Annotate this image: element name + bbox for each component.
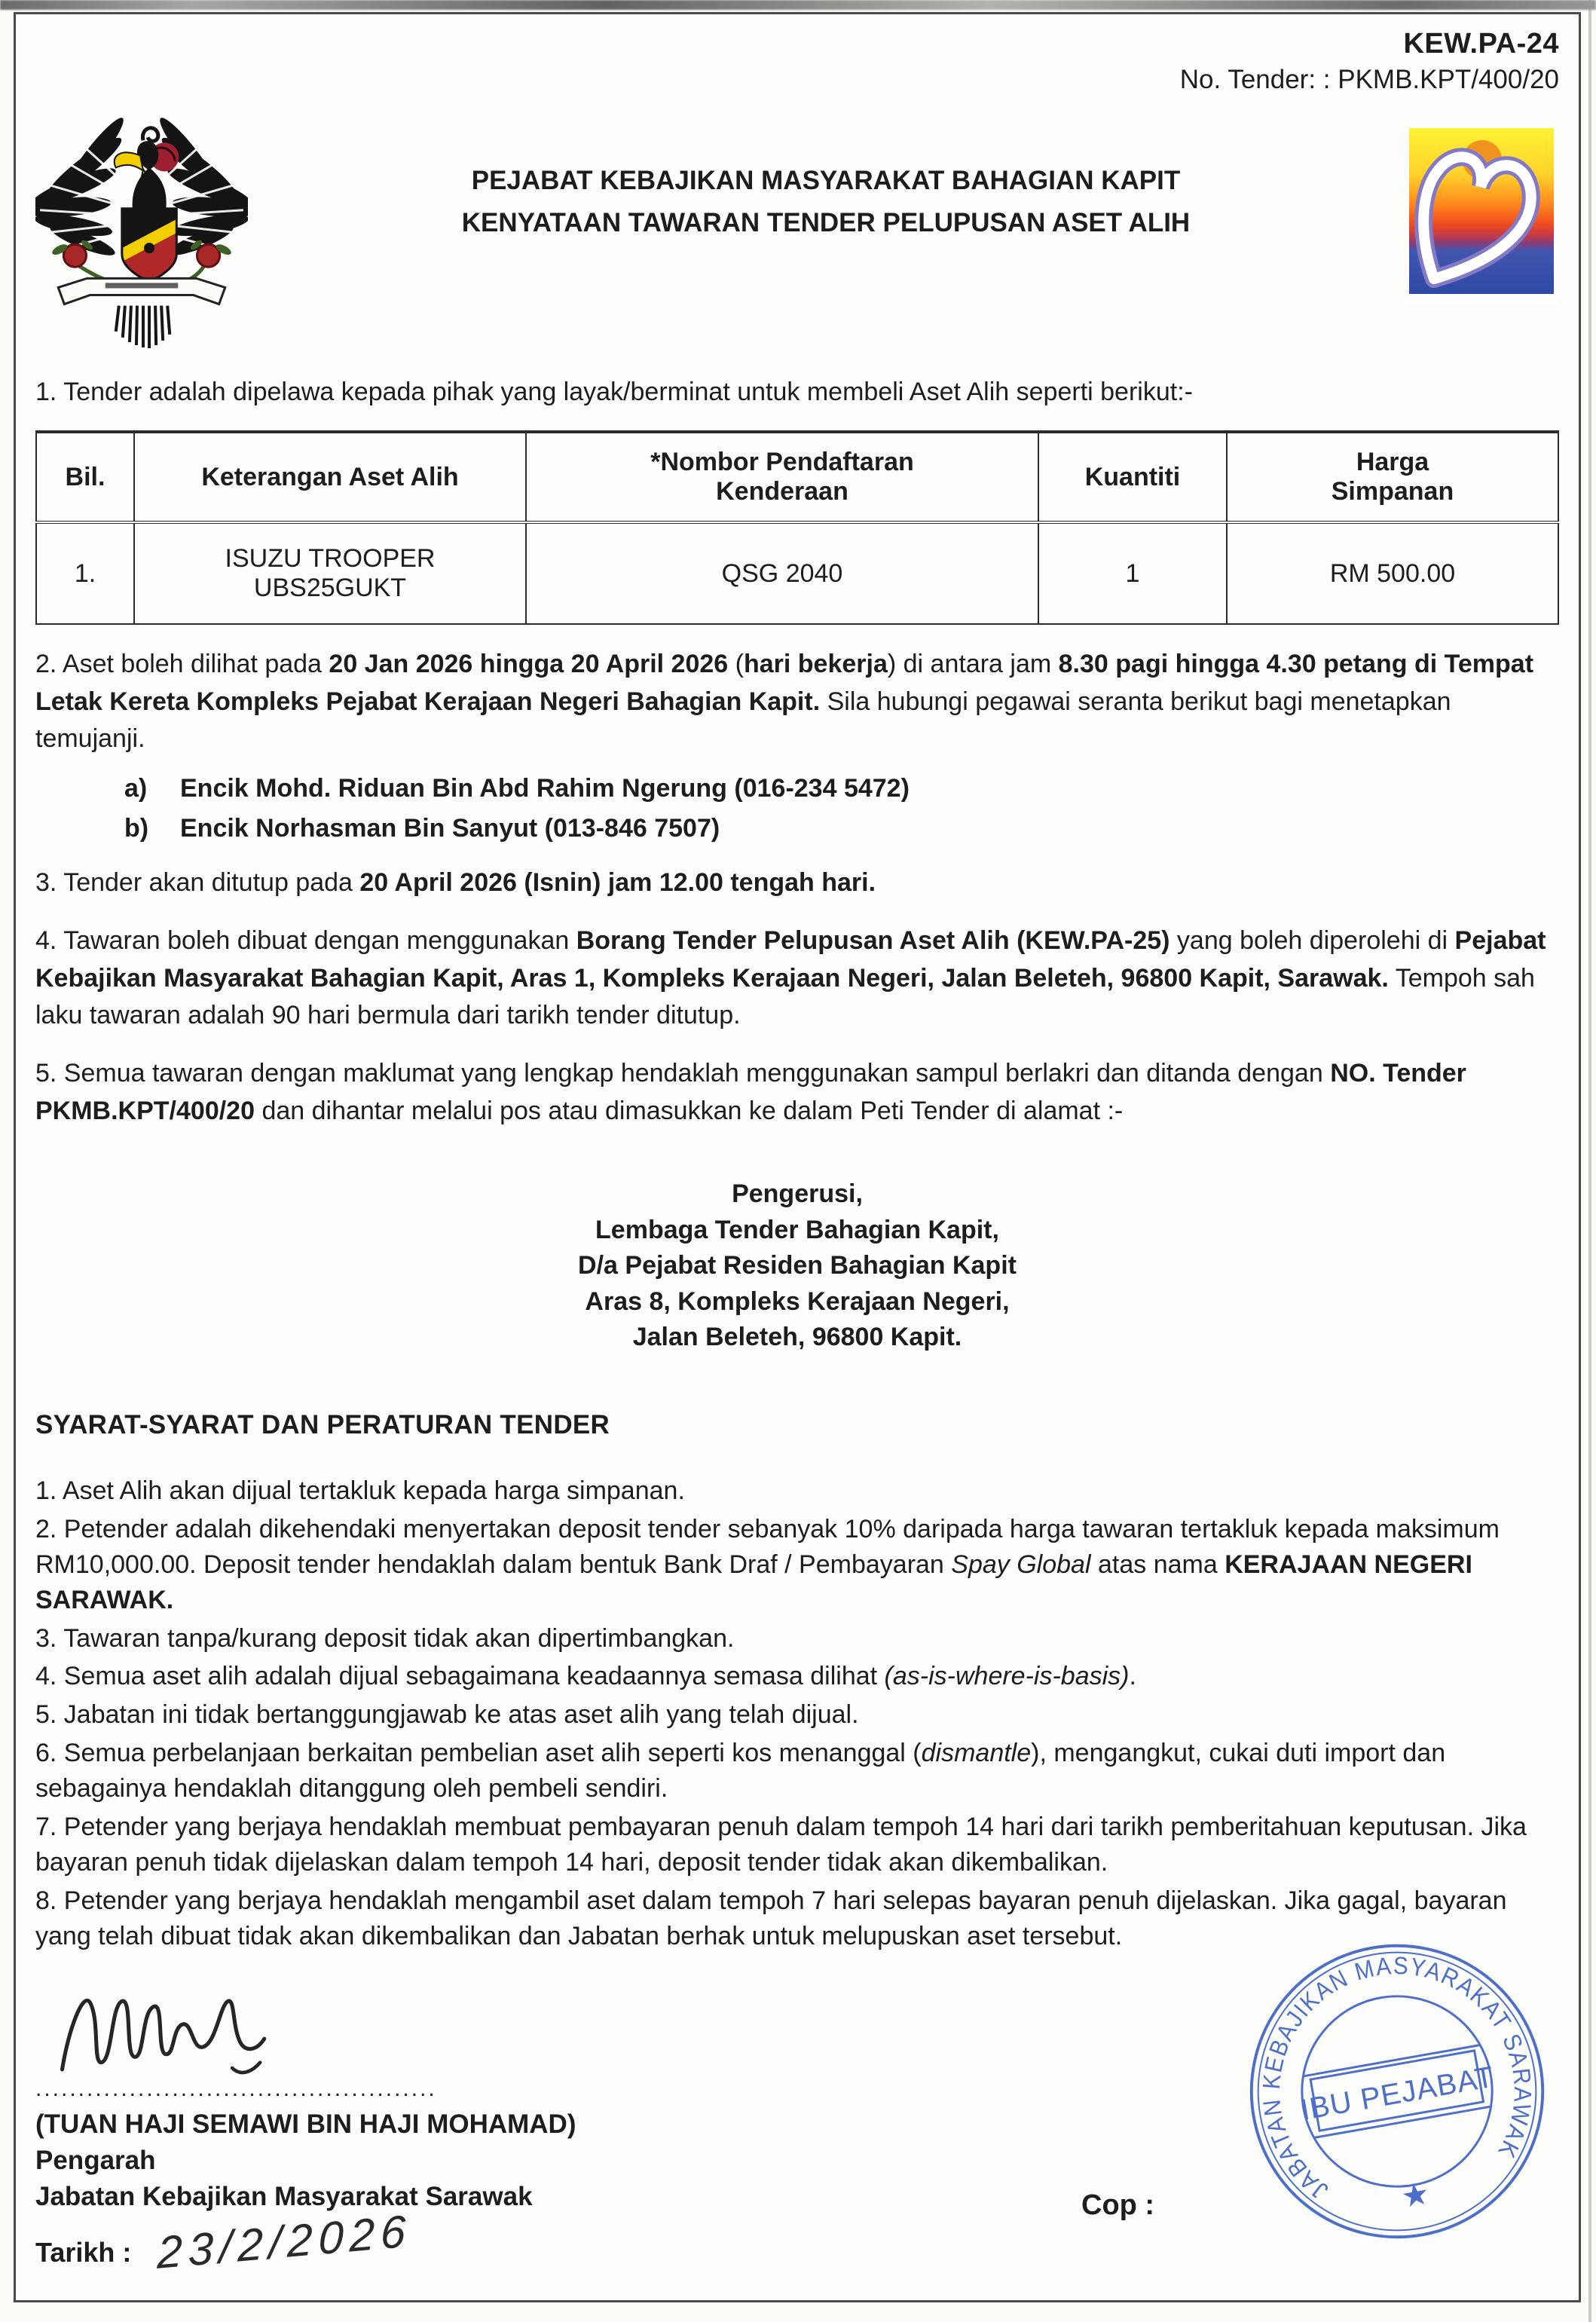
- contact-item: [124, 814, 1559, 843]
- paragraph-2: 2. Aset boleh dilihat pada 20 Jan 2026 hingga 20 April 2026 (hari bekerja) di antara jam 8.30 pagi hingga 4.30 petang di Tempat Letak Kereta Kompleks Pejabat Kerajaan Negeri Bahagian Kapit. Sila hubungi pegawai seranta berikut bagi menetapkan temujanji.: [35, 650, 1534, 753]
- document-header: [35, 118, 1559, 353]
- cell-no-pendaftaran: QSG 2040: [526, 522, 1038, 624]
- table-header-row: [36, 432, 1558, 522]
- stamp-center-text: IBU PEJABAT: [1298, 2060, 1497, 2127]
- signatory-position: Pengarah: [35, 2145, 156, 2175]
- signatory-department: Jabatan Kebajikan Masyarakat Sarawak: [35, 2181, 533, 2211]
- signature-dotted-line: ...............................................: [35, 2076, 437, 2101]
- jkm-heart-logo-icon: [1404, 124, 1559, 306]
- col-header-bil: Bil.: [36, 432, 134, 522]
- cell-keterangan: ISUZU TROOPER UBS25GUKT: [134, 522, 526, 624]
- stamp-star-icon: ★: [1398, 2174, 1432, 2216]
- term-item-7: 7. Petender yang berjaya hendaklah membuat pembayaran penuh dalam tempoh 14 hari dari tarikh pemberitahuan keputusan. Jika bayaran penuh tidak dijelaskan dalam tempoh 14 hari, deposit tender tidak akan dikembalikan.: [35, 1813, 1527, 1877]
- scan-artifact-top: [0, 0, 1596, 10]
- scan-artifact-right: [1588, 0, 1591, 2322]
- contact-label: b): [124, 814, 149, 843]
- paragraph-3: 3. Tender akan ditutup pada 20 April 2026 (Isnin) jam 12.00 tengah hari.: [35, 868, 876, 898]
- contact-text: Encik Norhasman Bin Sanyut (013-846 7507): [180, 814, 720, 843]
- handwritten-date: 23/2/2026: [157, 2204, 413, 2278]
- stamp-ring-text: JABATAN KEBAJIKAN MASYARAKAT SARAWAK: [1257, 1951, 1537, 2205]
- intro-paragraph: 1. Tender adalah dipelawa kepada pihak yang layak/berminat untuk membeli Aset Alih seperti berikut:-: [35, 378, 1193, 406]
- contact-label: a): [124, 774, 148, 803]
- paragraph-4: 4. Tawaran boleh dibuat dengan menggunakan Borang Tender Pelupusan Aset Alih (KEW.PA-25) yang boleh diperolehi di Pejabat Kebajikan Masyarakat Bahagian Kapit, Aras 1, Kompleks Kerajaan Negeri, Jalan Beleteh, 96800 Kapit, Sarawak. Tempoh sah laku tawaran adalah 90 hari bermula dari tarikh tender ditutup.: [35, 926, 1546, 1030]
- date-label: Tarikh :: [35, 2237, 132, 2268]
- address-line: D/a Pejabat Residen Bahagian Kapit: [578, 1251, 1017, 1280]
- address-line: Jalan Beleteh, 96800 Kapit.: [632, 1323, 962, 1352]
- org-title: PEJABAT KEBAJIKAN MASYARAKAT BAHAGIAN KAPIT: [471, 166, 1181, 195]
- cell-kuantiti: 1: [1038, 522, 1227, 624]
- term-item-8: 8. Petender yang berjaya hendaklah mengambil aset dalam tempoh 7 hari selepas bayaran penuh dijelaskan. Jika gagal, bayaran yang telah dibuat tidak akan dikembalikan dan Jabatan berhak untuk melupuskan aset tersebut.: [35, 1886, 1507, 1950]
- address-line: Aras 8, Kompleks Kerajaan Negeri,: [585, 1286, 1010, 1316]
- term-item-2: 2. Petender adalah dikehendaki menyertakan deposit tender sebanyak 10% daripada harga tawaran tertakluk kepada maksimum RM10,000.00. Deposit tender hendaklah dalam bentuk Bank Draf / Pembayaran Spay Global atas nama KERAJAAN NEGERI SARAWAK.: [35, 1514, 1500, 1614]
- col-header-kuantiti: Kuantiti: [1038, 432, 1227, 522]
- cell-harga: RM 500.00: [1227, 522, 1558, 624]
- contact-item: [124, 774, 1559, 803]
- col-header-harga: Harga Simpanan: [1227, 432, 1558, 522]
- term-item-4: 4. Semua aset alih adalah dijual sebagaimana keadaannya semasa dilihat (as-is-where-is-basis).: [35, 1662, 1136, 1691]
- table-row: [36, 522, 1558, 624]
- signatory-name: (TUAN HAJI SEMAWI BIN HAJI MOHAMAD): [35, 2109, 576, 2139]
- form-code: KEW.PA-24: [1403, 28, 1559, 60]
- asset-table: [35, 430, 1559, 625]
- terms-heading: SYARAT-SYARAT DAN PERATURAN TENDER: [35, 1409, 610, 1439]
- signature-scribble: [44, 1966, 293, 2078]
- cell-bil: 1.: [36, 522, 134, 624]
- mailing-address: [35, 1176, 1559, 1356]
- address-line: Pengerusi,: [732, 1179, 863, 1208]
- col-header-no-pendaftaran: *Nombor Pendaftaran Kenderaan: [526, 432, 1038, 522]
- term-item-5: 5. Jabatan ini tidak bertanggungjawab ke atas aset alih yang telah dijual.: [35, 1700, 859, 1730]
- paragraph-5: 5. Semua tawaran dengan maklumat yang lengkap hendaklah menggunakan sampul berlakri dan ditanda dengan NO. Tender PKMB.KPT/400/20 dan dihantar melalui pos atau dimasukkan ke dalam Peti Tender di alamat :-: [35, 1059, 1466, 1125]
- contact-list: [124, 774, 1559, 843]
- term-item-6: 6. Semua perbelanjaan berkaitan pembelian aset alih seperti kos menanggal (dismantle), mengangkut, cukai duti import dan sebagainya hendaklah ditanggung oleh pembeli sendiri.: [35, 1739, 1446, 1803]
- document-frame: [14, 12, 1581, 2302]
- document-titles: [248, 118, 1404, 244]
- terms-list: [35, 1473, 1559, 1954]
- doc-title: KENYATAAN TAWARAN TENDER PELUPUSAN ASET ALIH: [461, 208, 1191, 237]
- contact-text: Encik Mohd. Riduan Bin Abd Rahim Ngerung (016-234 5472): [180, 774, 910, 803]
- cop-label: Cop :: [1081, 2189, 1155, 2221]
- col-header-keterangan: Keterangan Aset Alih: [134, 432, 526, 522]
- address-line: Lembaga Tender Bahagian Kapit,: [595, 1215, 999, 1244]
- term-item-1: 1. Aset Alih akan dijual tertakluk kepada harga simpanan.: [35, 1476, 685, 1505]
- office-stamp-icon: [1241, 1933, 1553, 2250]
- term-item-3: 3. Tawaran tanpa/kurang deposit tidak akan dipertimbangkan.: [35, 1623, 735, 1653]
- signature-section: [35, 1951, 1559, 2290]
- tender-number: No. Tender: : PKMB.KPT/400/20: [1179, 65, 1559, 94]
- svg-text:JABATAN KEBAJIKAN MASYARAKAT S: [1241, 1933, 1552, 2212]
- sarawak-coat-of-arms-icon: [35, 118, 248, 353]
